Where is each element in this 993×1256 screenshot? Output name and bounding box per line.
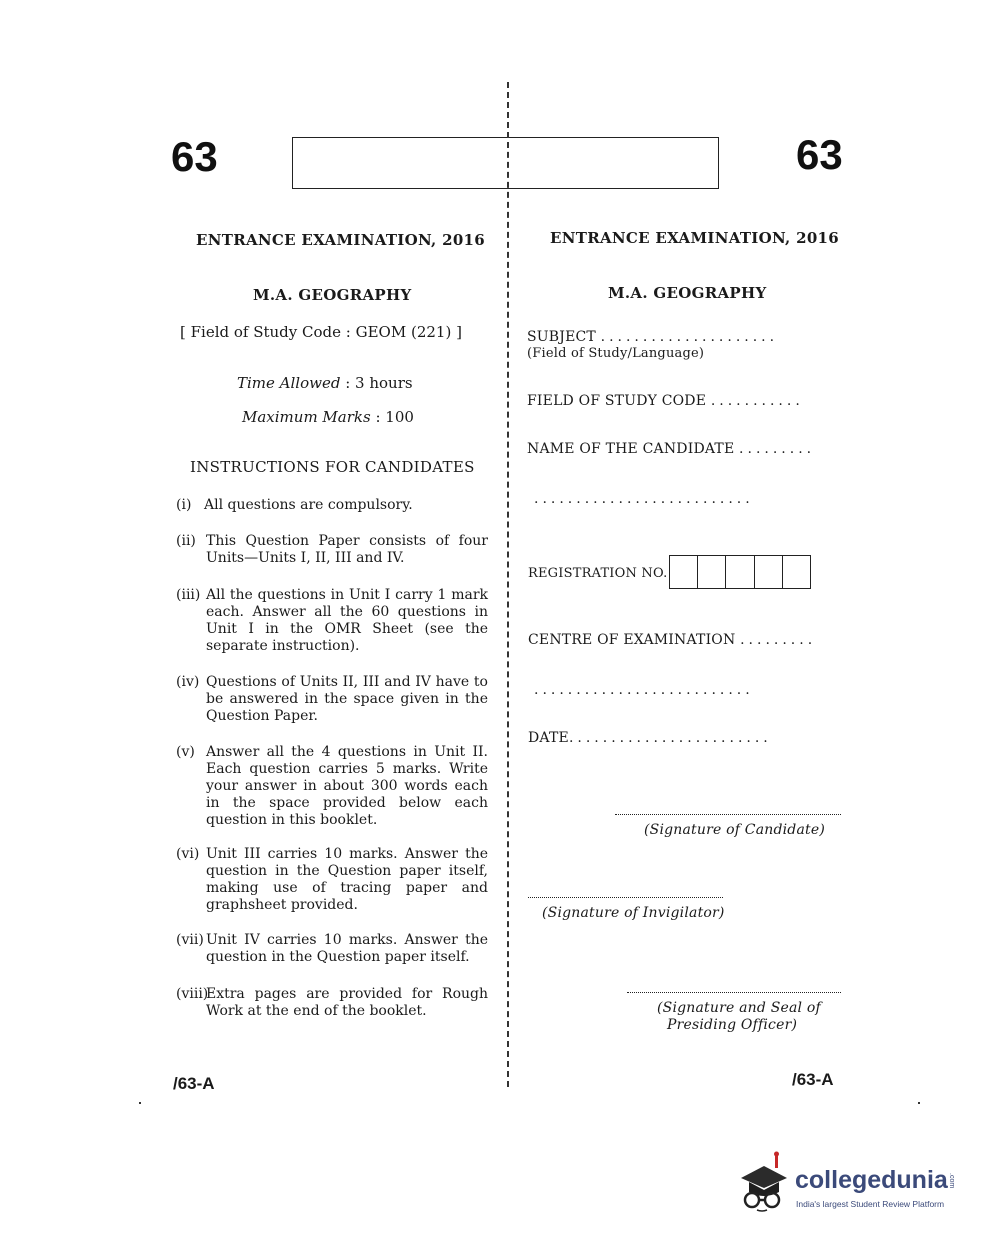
candidate-name-field: NAME OF THE CANDIDATE ......... xyxy=(527,441,816,457)
officer-signature-line xyxy=(627,992,841,993)
instruction-item xyxy=(176,932,488,966)
instruction-item xyxy=(176,744,488,829)
maximum-marks xyxy=(242,409,414,426)
exam-title-right: ENTRANCE EXAMINATION, 2016 xyxy=(550,229,840,247)
registration-digit-box xyxy=(783,556,810,588)
instruction-text: All questions are compulsory. xyxy=(204,497,413,513)
registration-number-boxes xyxy=(669,555,811,589)
subject-title-left: M.A. GEOGRAPHY xyxy=(253,286,412,304)
time-allowed xyxy=(237,375,413,392)
subject-sub-label: (Field of Study/Language) xyxy=(527,346,705,361)
centre-label: CENTRE OF EXAMINATION xyxy=(528,632,736,648)
date-label: DATE xyxy=(528,730,569,746)
scan-dot xyxy=(918,1102,920,1104)
marks-label: Maximum Marks xyxy=(242,408,371,426)
field-code-label: FIELD OF STUDY CODE xyxy=(527,393,707,409)
officer-signature-label-1: (Signature and Seal of xyxy=(657,1000,821,1016)
subject-field: SUBJECT ..................... xyxy=(527,329,779,345)
registration-digit-box xyxy=(698,556,726,588)
instruction-item xyxy=(176,533,488,567)
exam-title-left: ENTRANCE EXAMINATION, 2016 xyxy=(196,231,486,249)
instruction-number: (viii) xyxy=(176,986,209,1002)
instruction-text: Answer all the 4 questions in Unit II. Each question carries 5 marks. Write your answer in about 300 words each in the space provided below each question in this booklet. xyxy=(206,744,488,828)
registration-digit-box xyxy=(755,556,783,588)
instruction-item xyxy=(176,587,488,655)
page-number-right: 63 xyxy=(796,131,843,178)
instructions-title: INSTRUCTIONS FOR CANDIDATES xyxy=(190,458,475,476)
centre-field: CENTRE OF EXAMINATION ......... xyxy=(528,632,817,648)
candidate-name-dotline: .......................... xyxy=(534,491,754,507)
instruction-number: (v) xyxy=(176,744,195,760)
candidate-signature-label: (Signature of Candidate) xyxy=(644,822,825,838)
instruction-number: (ii) xyxy=(176,533,196,549)
instruction-number: (vii) xyxy=(176,932,204,948)
logo-wordmark: collegedunia xyxy=(795,1166,948,1194)
subject-label: SUBJECT xyxy=(527,329,596,345)
instruction-item xyxy=(176,846,488,914)
officer-signature-label-2: Presiding Officer) xyxy=(667,1017,798,1033)
instruction-item xyxy=(176,674,488,725)
time-value: : 3 hours xyxy=(345,374,413,392)
marks-value: : 100 xyxy=(375,408,414,426)
instruction-text: Unit III carries 10 marks. Answer the question in the Question paper itself, making use of tracing paper and graphsheet provided. xyxy=(206,846,488,913)
instruction-text: This Question Paper consists of four Units—Units I, II, III and IV. xyxy=(206,533,488,566)
instruction-item xyxy=(176,986,488,1020)
tear-line xyxy=(507,82,509,1087)
scan-dot xyxy=(139,1102,141,1104)
invigilator-signature-label: (Signature of Invigilator) xyxy=(542,905,725,921)
instruction-text: Unit IV carries 10 marks. Answer the question in the Question paper itself. xyxy=(206,932,488,965)
candidate-name-label: NAME OF THE CANDIDATE xyxy=(527,441,735,457)
registration-digit-box xyxy=(670,556,698,588)
centre-dotline: .......................... xyxy=(534,682,754,698)
registration-label: REGISTRATION NO. xyxy=(528,566,668,581)
logo-tagline: India's largest Student Review Platform xyxy=(796,1199,945,1209)
field-code-line: [ Field of Study Code : GEOM (221) ] xyxy=(180,323,462,341)
instruction-text: Extra pages are provided for Rough Work at the end of the booklet. xyxy=(206,986,488,1019)
instruction-number: (i) xyxy=(176,497,192,513)
footer-code-right: /63-A xyxy=(792,1070,834,1089)
logo-suffix: .com xyxy=(947,1172,955,1188)
date-field: DATE........................ xyxy=(528,730,772,746)
invigilator-signature-line xyxy=(528,897,723,898)
candidate-signature-line xyxy=(615,814,841,815)
page-number-left: 63 xyxy=(171,133,218,180)
instruction-text: All the questions in Unit I carry 1 mark each. Answer all the 60 questions in Unit I in the OMR Sheet (see the separate instruction). xyxy=(206,587,488,654)
footer-code-left: /63-A xyxy=(173,1074,215,1093)
instruction-number: (vi) xyxy=(176,846,200,862)
field-code-field: FIELD OF STUDY CODE ........... xyxy=(527,393,804,409)
roll-number-box xyxy=(292,137,719,189)
instruction-number: (iii) xyxy=(176,587,201,603)
instruction-item xyxy=(176,497,488,514)
subject-title-right: M.A. GEOGRAPHY xyxy=(608,284,767,302)
instruction-number: (iv) xyxy=(176,674,200,690)
collegedunia-logo-text xyxy=(795,1166,955,1195)
time-label: Time Allowed xyxy=(237,374,341,392)
instruction-text: Questions of Units II, III and IV have to be answered in the space given in the Question Paper. xyxy=(206,674,488,724)
collegedunia-mascot-icon xyxy=(735,1150,793,1212)
registration-digit-box xyxy=(726,556,754,588)
